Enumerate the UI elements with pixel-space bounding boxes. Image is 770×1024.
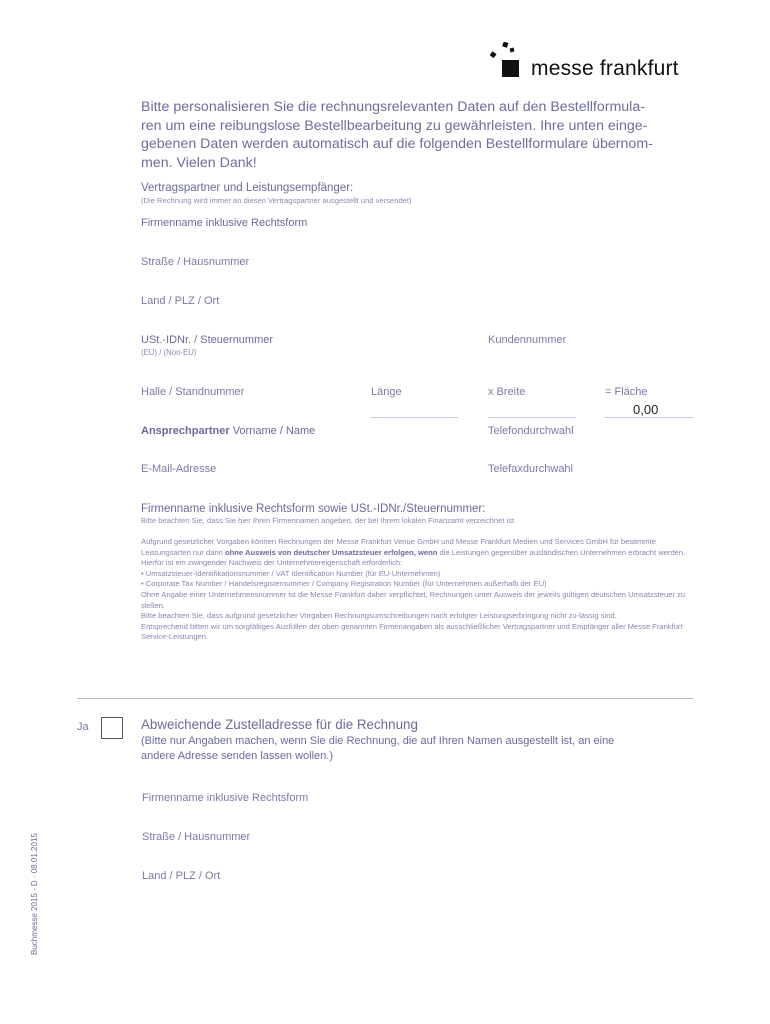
legal-paragraph: Entsprechend bitten wir um sorgfältiges Ausfüllen der oben genannten Firmenangaben als ausschließlicher Vertragspartner und Empfänger aller Messe Frankfurt Service-Leistungen. (141, 621, 683, 642)
hall-stand-field[interactable]: Halle / Standnummer (141, 386, 245, 398)
legal-bullet: • Corporate Tax Number / Handelsregisternummer / Company Registration Number (für Unternehmen außerhalb der EU) (141, 579, 547, 589)
section-vat-note: Bitte beachten Sie, dass Sie hier Ihren Firmennamen angeben, der bei Ihrem lokalen Finanzamt verzeichnet ist (141, 516, 515, 525)
length-label: Länge (371, 386, 402, 398)
document-footer-vertical: Buchmesse 2015 · D · 08.01.2015 (30, 833, 39, 955)
logo-text: messe frankfurt (531, 57, 679, 80)
legal-paragraph (141, 537, 696, 558)
messe-frankfurt-logo-icon (490, 42, 520, 78)
intro-text (141, 98, 701, 172)
vat-tax-number-field[interactable]: USt.-IDNr. / Steuernummer (141, 334, 274, 346)
width-input-line[interactable] (488, 417, 576, 418)
width-label: x Breite (488, 386, 526, 398)
alt-address-subtitle-line: andere Adresse senden lassen wollen.) (141, 750, 334, 762)
alt-address-subtitle (141, 734, 701, 764)
intro-line: Bitte personalisieren Sie die rechnungsrelevanten Daten auf den Bestellformula- (141, 99, 645, 115)
alt-address-subtitle-line: (Bitte nur Angaben machen, wenn Sie die Rechnung, die auf Ihren Namen ausgestellt ist, an eine (141, 735, 615, 747)
phone-extension-field[interactable]: Telefondurchwahl (488, 425, 574, 437)
contact-person-label-bold: Ansprechpartner (141, 425, 230, 437)
legal-bullet: • Umsatzsteuer-Identifikationsnummer / VAT Identification Number (für EU-Unternehmen) (141, 568, 441, 578)
legal-paragraph: Bitte beachten Sie, dass aufgrund gesetzlicher Vorgaben Rechnungsumschreibungen nach erfolgter Leistungserbringung nicht zu-lässig sind. (141, 611, 617, 621)
section-title-vat-info: Firmenname inklusive Rechtsform sowie USt.-IDNr./Steuernummer: (141, 503, 486, 515)
email-field[interactable]: E-Mail-Adresse (141, 463, 217, 475)
contact-person-field[interactable] (141, 425, 315, 437)
legal-p1-part-a: Aufgrund gesetzlicher Vorgaben können Rechnungen der Messe Frankfurt Venue GmbH und Messe Frankfurt Medien und Services GmbH für bestimmte Leistungsarten nur dann (141, 537, 656, 557)
fax-extension-field[interactable]: Telefaxdurchwahl (488, 463, 573, 475)
divider (77, 698, 693, 699)
section-note: (Die Rechnung wird immer an diesen Vertragspartner ausgestellt und versendet) (141, 196, 412, 205)
area-input-line (604, 417, 694, 418)
vat-tax-number-sublabel: (EU) / (Non-EU) (141, 348, 197, 357)
street-field[interactable]: Straße / Hausnummer (141, 256, 250, 268)
alt-address-title: Abweichende Zustelladresse für die Rechnung (141, 717, 418, 732)
length-input-line[interactable] (370, 417, 458, 418)
legal-paragraph: Ohne Angabe einer Unternehmensnummer ist die Messe Frankfurt daher verpflichtet, Rechnungen unter Ausweis der jeweils gültigen deutschen Umsatzsteuer zu stellen. (141, 589, 686, 610)
alt-country-zip-city-field[interactable]: Land / PLZ / Ort (142, 870, 221, 882)
intro-line: men. Vielen Dank! (141, 154, 257, 171)
alt-company-name-field[interactable]: Firmenname inklusive Rechtsform (142, 792, 309, 804)
section-title-contract-partner: Vertragspartner und Leistungsempfänger: (141, 182, 354, 194)
intro-line: gebenen Daten werden automatisch auf die folgenden Bestellformulare übernom- (141, 136, 653, 153)
legal-p1-part-b: ohne Ausweis von deutscher Umsatzsteuer erfolgen, wenn (225, 547, 438, 557)
legal-p1-part-c: die Leistungen gegenüber ausländischen Unternehmen erbracht werden. (437, 547, 686, 557)
ja-label: Ja (77, 721, 89, 733)
customer-number-field[interactable]: Kundennummer (488, 334, 567, 346)
contact-person-label-rest: Vorname / Name (229, 425, 316, 437)
legal-notice-text (141, 537, 696, 643)
alt-address-checkbox[interactable] (101, 717, 123, 739)
alt-street-field[interactable]: Straße / Hausnummer (142, 831, 251, 843)
company-name-field[interactable]: Firmenname inklusive Rechtsform (141, 217, 308, 229)
area-label: = Fläche (605, 386, 648, 398)
area-value: 0,00 (633, 402, 659, 417)
legal-paragraph: Hierfür ist ein zwingender Nachweis der Unternehmereigenschaft erforderlich: (141, 558, 403, 568)
country-zip-city-field[interactable]: Land / PLZ / Ort (141, 295, 220, 307)
intro-line: ren um eine reibungslose Bestellbearbeitung zu gewährleisten. Ihre unten einge- (141, 117, 648, 134)
